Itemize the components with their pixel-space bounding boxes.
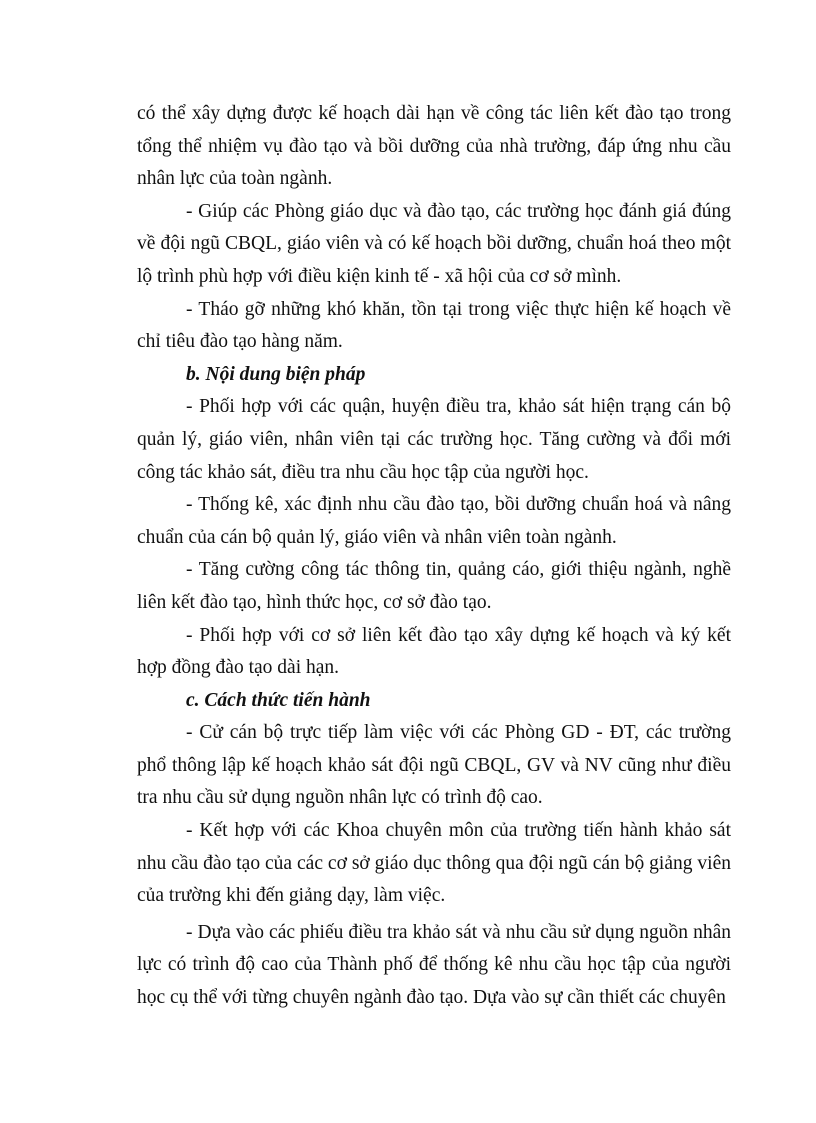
section-heading-method: c. Cách thức tiến hành (186, 689, 371, 711)
paragraph-bullet-information: - Tăng cường công tác thông tin, quảng cáo, giới thiệu ngành, nghề liên kết đào tạo, hình thức học, cơ sở đào tạo. (137, 559, 731, 613)
document-body (137, 98, 731, 1015)
paragraph-bullet-faculty-survey: - Kết hợp với các Khoa chuyên môn của trường tiến hành khảo sát nhu cầu đào tạo của các cơ sở giáo dục thông qua đội ngũ cán bộ giảng viên của trường khi đến giảng dạy, làm việc. (137, 820, 731, 907)
paragraph-bullet-resolve-difficulties: - Tháo gỡ những khó khăn, tồn tại trong việc thực hiện kế hoạch về chỉ tiêu đào tạo hàng năm. (137, 298, 731, 353)
paragraph-bullet-assign-staff: - Cử cán bộ trực tiếp làm việc với các Phòng GD - ĐT, các trường phổ thông lập kế hoạch khảo sát đội ngũ CBQL, GV và NV cũng như điều tra nhu cầu sử dụng nguồn nhân lực có trình độ cao. (137, 722, 731, 809)
paragraph-continuation: có thể xây dựng được kế hoạch dài hạn về công tác liên kết đào tạo trong tổng thể nhiệm vụ đào tạo và bồi dưỡng của nhà trường, đáp ứng nhu cầu nhân lực của toàn ngành. (137, 103, 731, 190)
paragraph-bullet-partner-contract: - Phối hợp với cơ sở liên kết đào tạo xây dựng kế hoạch và ký kết hợp đồng đào tạo dài hạn. (137, 624, 731, 679)
paragraph-bullet-coordinate-survey: - Phối hợp với các quận, huyện điều tra, khảo sát hiện trạng cán bộ quản lý, giáo viên, nhân viên tại các trường học. Tăng cường và đổi mới công tác khảo sát, điều tra nhu cầu học tập của người học. (137, 396, 731, 483)
paragraph-bullet-support-departments: - Giúp các Phòng giáo dục và đào tạo, các trường học đánh giá đúng về đội ngũ CBQL, giáo viên và có kế hoạch bồi dưỡng, chuẩn hoá theo một lộ trình phù hợp với điều kiện kinh tế - xã hội của cơ sở mình. (137, 200, 731, 287)
paragraph-bullet-statistics: - Thống kê, xác định nhu cầu đào tạo, bồi dưỡng chuẩn hoá và nâng chuẩn của cán bộ quản lý, giáo viên và nhân viên toàn ngành. (137, 494, 731, 548)
section-heading-content: b. Nội dung biện pháp (186, 363, 366, 385)
paragraph-bullet-questionnaires: - Dựa vào các phiếu điều tra khảo sát và nhu cầu sử dụng nguồn nhân lực có trình độ cao của Thành phố để thống kê nhu cầu học tập của người học cụ thể với từng chuyên ngành đào tạo. Dựa vào sự cần thiết các chuyên (137, 921, 731, 1009)
